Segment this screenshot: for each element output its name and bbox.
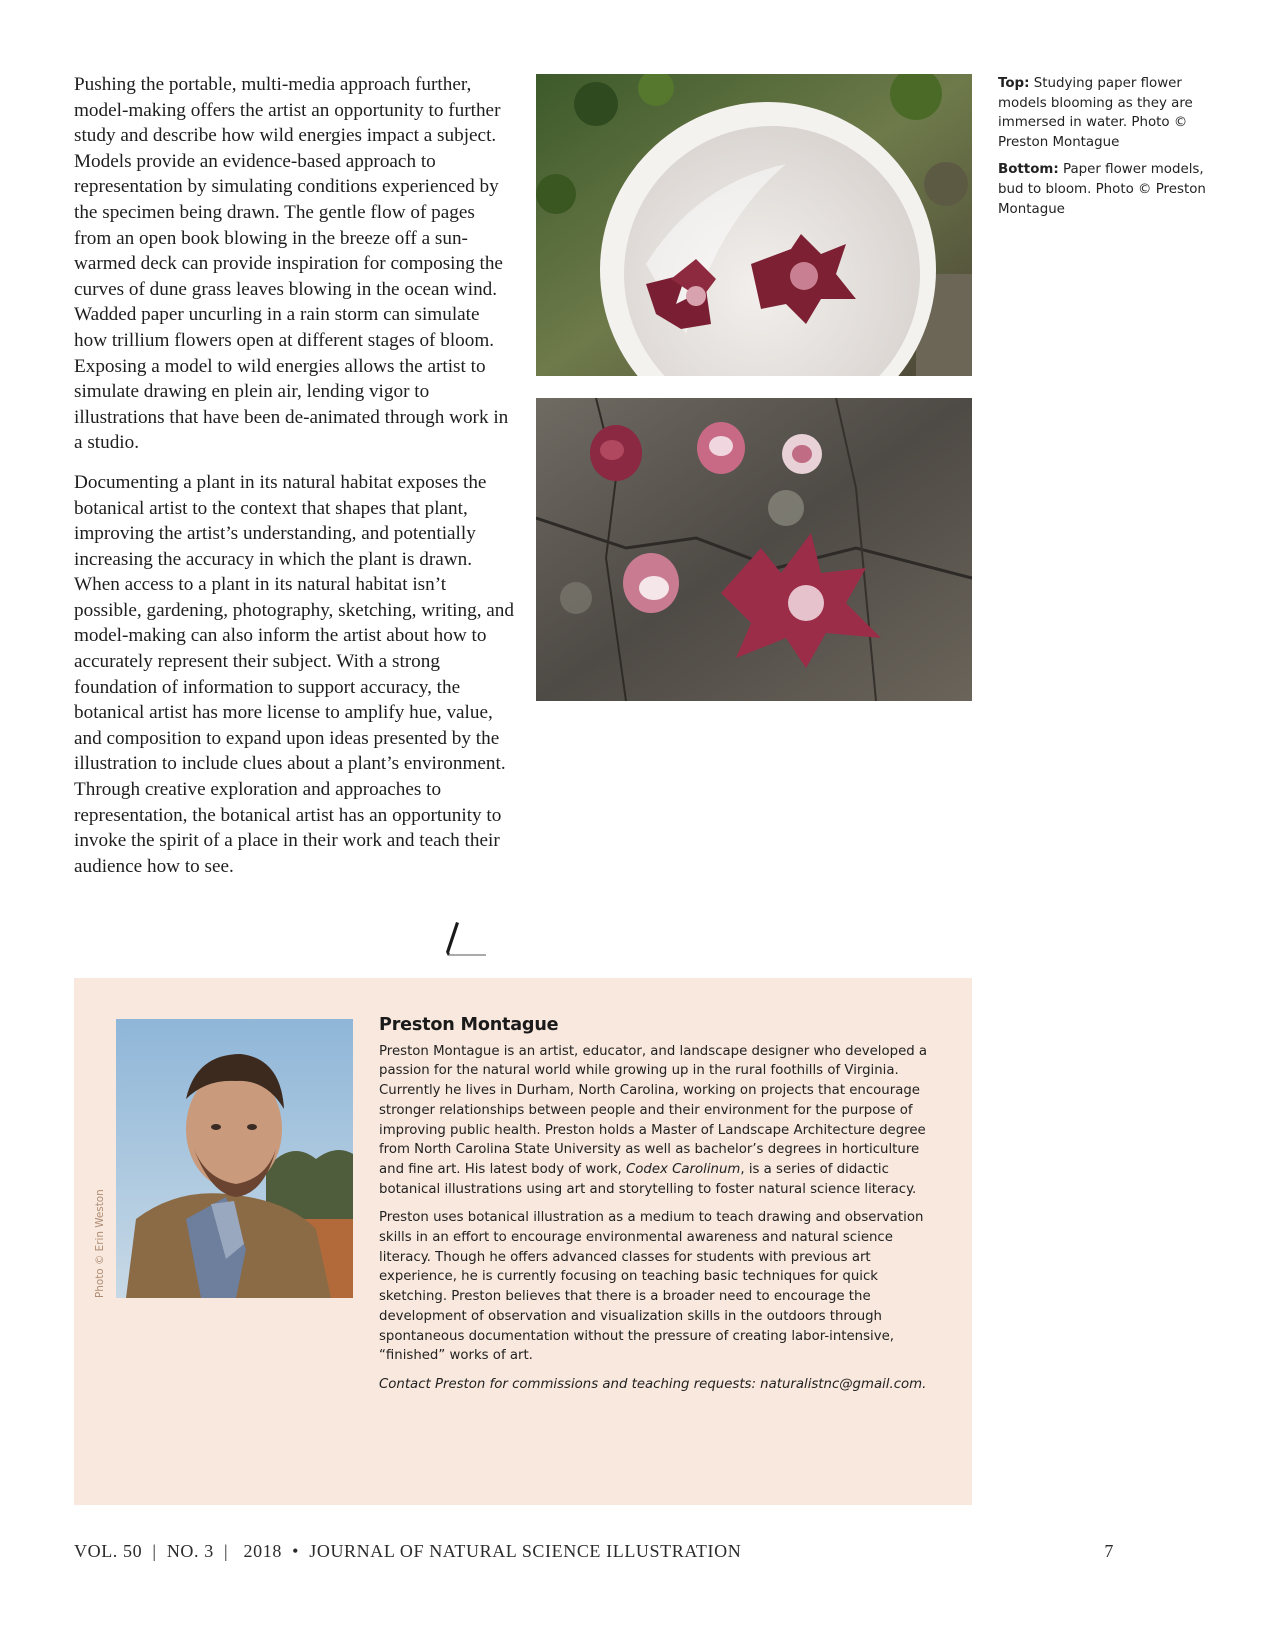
photo-credit: Photo © Erin Weston — [94, 1189, 106, 1298]
footer-volume: VOL. 50 — [74, 1541, 143, 1561]
footer-number: NO. 3 — [166, 1541, 214, 1561]
page-footer: VOL. 50 | NO. 3 | 2018 • JOURNAL OF NATURAL SCIENCE ILLUSTRATION 7 — [74, 1541, 1114, 1561]
bio-contact: Contact Preston for commissions and teaching requests: naturalistnc@gmail.com. — [379, 1376, 927, 1392]
bio-paragraph-2: Preston uses botanical illustration as a medium to teach drawing and observation skills in an effort to encourage environmental awareness and natural science literacy. Though he offers advanced classes for students with previous art experience, he is currently focusing on teaching basic techniques for quick sketching. Preston believes that there is a broader need to encourage the development of observation and visualization skills in the outdoors through spontaneous documentation without the pressure of creating labor-intensive, “finished” works of art. — [379, 1210, 924, 1364]
author-portrait — [116, 1019, 353, 1298]
article-paragraph-1: Pushing the portable, multi-media approach further, model-making offers the artist an opportunity to further study and describe how wild energies impact a subject. Models provide an evidence-based approach to representation by simulating conditions experienced by the specimen being drawn. The gentle flow of pages from an open book blowing in the breeze off a sun-warmed deck can provide inspiration for composing the curves of dune grass leaves blowing in the ocean wind. Wadded paper uncurling in a rain storm can simulate how trillium flowers open at different stages of bloom. Exposing a model to wild energies allows the artist to simulate drawing en plein air, lending vigor to illustrations that have been de-animated through work in a studio. — [74, 74, 509, 454]
caption-bottom: Bottom: Paper flower models, bud to bloom. Photo © Preston Montague — [998, 162, 1206, 217]
page-number: 7 — [1104, 1541, 1114, 1561]
bio-text — [379, 1016, 939, 1404]
pen-nib-icon — [442, 918, 492, 958]
footer-year: 2018 — [243, 1541, 282, 1561]
photo-paper-flowers-in-water — [536, 74, 972, 376]
article-body — [74, 72, 514, 893]
photo-paper-flowers-bud-to-bloom — [536, 398, 972, 701]
article-paragraph-2: Documenting a plant in its natural habitat exposes the botanical artist to the context that shapes that plant, improving the artist’s understanding, and potentially increasing the accuracy in which the plant is drawn. When access to a plant in its natural habitat isn’t possible, gardening, photography, sketching, writing, and model-making can also inform the artist about how to accurately represent their subject. With a strong foundation of information to support accuracy, the botanical artist has more license to amplify hue, value, and composition to expand upon ideas presented by the illustration to include clues about a plant’s environment. Through creative exploration and approaches to representation, the botanical artist has an opportunity to invoke the spirit of a place in their work and teach their audience how to see. — [74, 471, 514, 877]
author-name: Preston Montague — [379, 1015, 559, 1035]
footer-journal-title: JOURNAL OF NATURAL SCIENCE ILLUSTRATION — [309, 1541, 742, 1561]
author-bio-box — [74, 978, 972, 1505]
bio-paragraph-1: Preston Montague is an artist, educator, and landscape designer who developed a passion for the natural world while growing up in the rural foothills of Virginia. Currently he lives in Durham, North Carolina, working on projects that encourage stronger relationships between people and their environment for the purpose of improving public health. Preston holds a Master of Landscape Architecture degree from North Carolina State University as well as bachelor’s degrees in horticulture and fine art. His latest body of work, Codex Carolinum, is a series of didactic botanical illustrations using art and storytelling to foster natural science literacy. — [379, 1043, 928, 1197]
photo-captions — [998, 74, 1218, 227]
caption-top: Top: Studying paper flower models blooming as they are immersed in water. Photo © Preston Montague — [998, 76, 1193, 150]
